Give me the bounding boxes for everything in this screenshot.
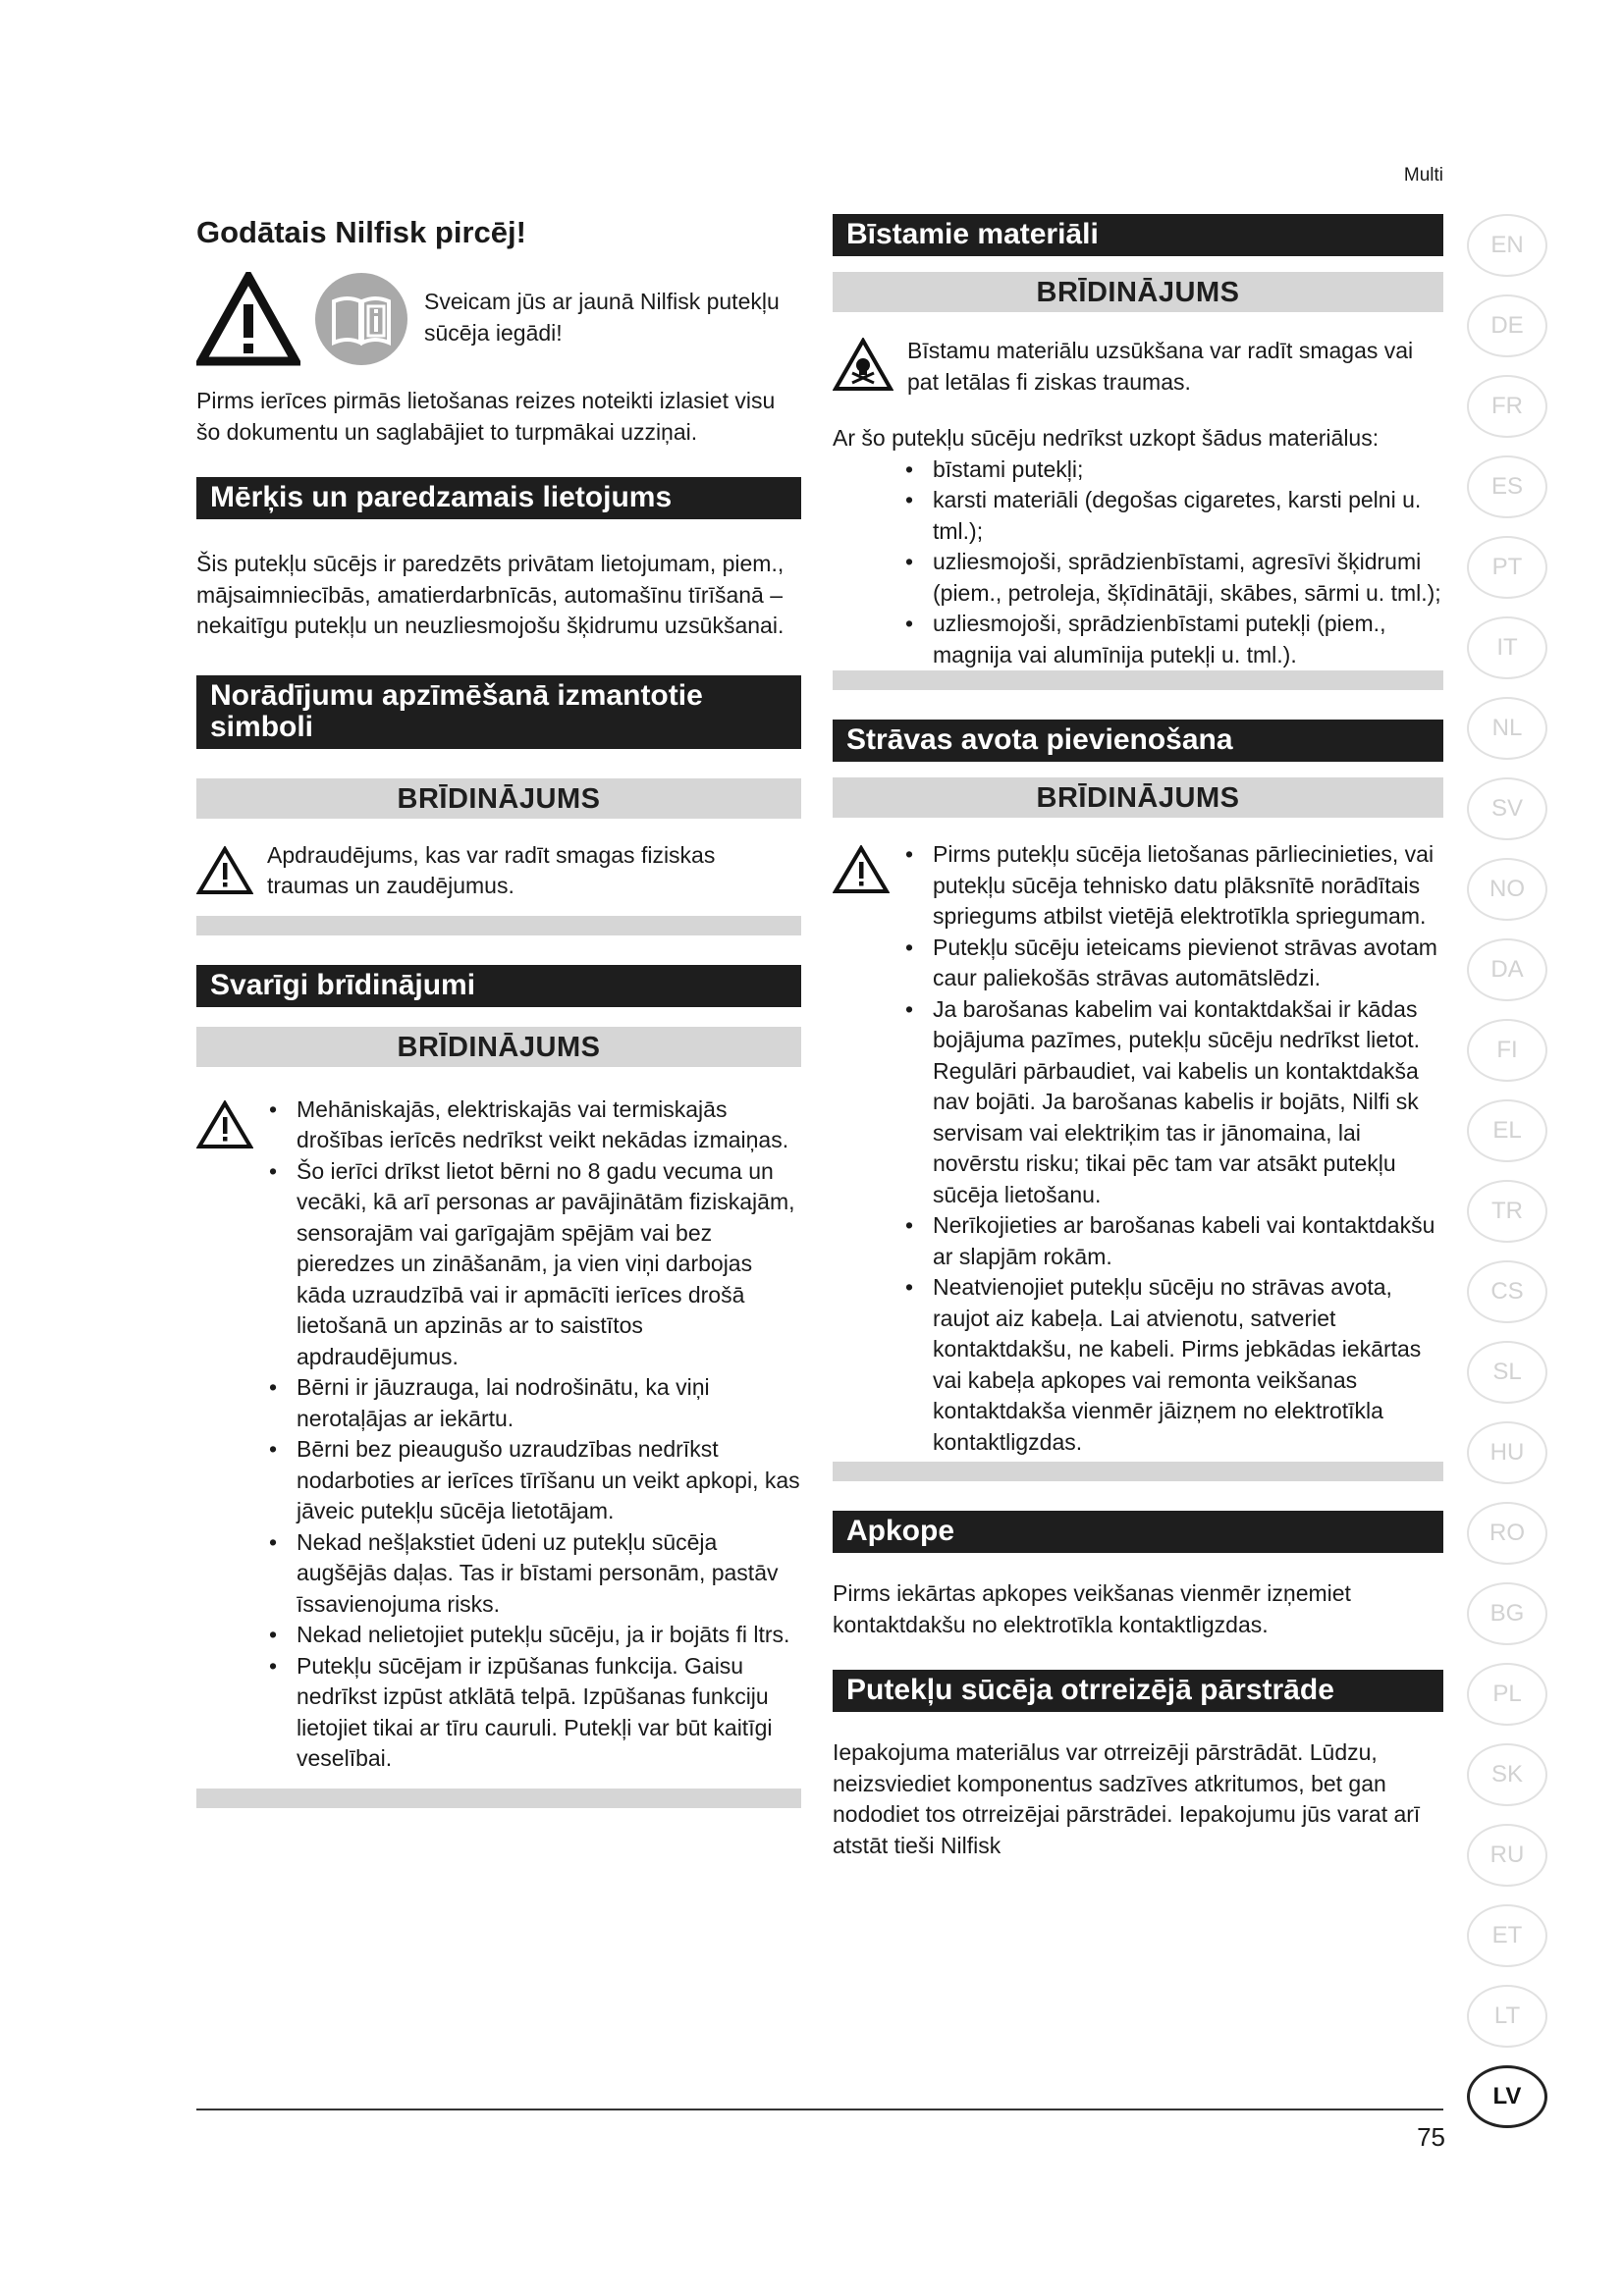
language-tabs xyxy=(1467,214,1551,2146)
language-tab-bg[interactable]: BG xyxy=(1467,1582,1547,1645)
language-tab-en[interactable]: EN xyxy=(1467,214,1547,277)
power-warning-bar: BRĪDINĀJUMS xyxy=(833,777,1443,818)
list-item: • uzliesmojoši, sprādzienbīstami, agresīvi šķidrumi (piem., petroleja, šķīdinātāji, skābes, sārmi u. tml.); xyxy=(895,547,1443,609)
maintenance-heading: Apkope xyxy=(833,1511,1443,1553)
separator xyxy=(833,670,1443,690)
purpose-text: Šis putekļu sūcējs ir paredzēts privātam lietojumam, piem., mājsaimniecībās, amatierdarbnīcās, automašīnu tīrīšanā – nekaitīgu putekļu un neuzliesmojošu šķidrumu uzsūkšanai. xyxy=(196,551,785,639)
left-column xyxy=(196,214,801,1808)
language-tab-pl[interactable]: PL xyxy=(1467,1663,1547,1726)
hazardous-list xyxy=(895,454,1443,671)
list-item: • bīstami putekļi; xyxy=(895,454,1443,486)
language-tab-nl[interactable]: NL xyxy=(1467,697,1547,760)
warning-triangle-icon xyxy=(196,1100,253,1149)
maintenance-text: Pirms iekārtas apkopes veikšanas vienmēr izņemiet kontaktdakšu no elektrotīkla kontaktligzdas. xyxy=(833,1580,1351,1637)
list-item: • Pirms putekļu sūcēja lietošanas pārliecinieties, vai putekļu sūcēja tehnisko datu plāksnītē norādītais spriegums atbilst vietējā elektrotīkla spriegumam. xyxy=(895,839,1443,933)
list-item: • Šo ierīci drīkst lietot bērni no 8 gadu vecuma un vecāki, kā arī personas ar pavājinātām fiziskajām, sensorajām vai garīgajām spējām vai bez pieredzes un zināšanām, ja vien viņi darbojas kāda uzraudzībā vai ir apmācīti ierīces drošā lietošanā un apzinās ar to saistītos apdraudējumus. xyxy=(259,1156,801,1373)
hazardous-warning-row xyxy=(833,336,1443,398)
page-number: 75 xyxy=(1417,2122,1445,2152)
language-tab-da[interactable]: DA xyxy=(1467,938,1547,1001)
language-tab-lv[interactable]: LV xyxy=(1467,2065,1547,2128)
power-heading: Strāvas avota pievienošana xyxy=(833,720,1443,762)
list-item: • Bērni ir jāuzrauga, lai nodrošinātu, ka viņi nerotaļājas ar iekārtu. xyxy=(259,1372,801,1434)
language-tab-no[interactable]: NO xyxy=(1467,858,1547,921)
language-tab-lt[interactable]: LT xyxy=(1467,1985,1547,2048)
list-item: • Nerīkojieties ar barošanas kabeli vai kontaktdakšu ar slapjām rokām. xyxy=(895,1210,1443,1272)
separator xyxy=(196,916,801,935)
list-item: • uzliesmojoši, sprādzienbīstami putekļi (piem., magnija vai alumīnija putekļi u. tml.). xyxy=(895,609,1443,670)
header-label: Multi xyxy=(1403,165,1443,186)
intro-instructions: Pirms ierīces pirmās lietošanas reizes noteikti izlasiet visu šo dokumentu un saglabājiet to turpmākai uzziņai. xyxy=(196,388,776,445)
symbols-warning-text: Apdraudējums, kas var radīt smagas fiziskas traumas un zaudējumus. xyxy=(267,841,716,899)
list-item: • Putekļu sūcēju ieteicams pievienot strāvas avotam caur paliekošās strāvas automātslēdzi. xyxy=(895,933,1443,994)
language-tab-fr[interactable]: FR xyxy=(1467,375,1547,438)
hazardous-warning-bar: BRĪDINĀJUMS xyxy=(833,272,1443,312)
page-title: Godātais Nilfisk pircēj! xyxy=(196,215,526,249)
list-item: • Neatvienojiet putekļu sūcēju no strāvas avota, raujot aiz kabeļa. Lai atvienotu, satveriet kontaktdakšu, ne kabeli. Pirms jebkādas iekārtas vai kabeļa apkopes vai remonta veikšanas kontaktdakša vienmēr jāizņem no elektrotīkla kontaktligzdas. xyxy=(895,1272,1443,1458)
hazardous-warning-text: Bīstamu materiālu uzsūkšana var radīt smagas vai pat letālas fi ziskas traumas. xyxy=(907,338,1414,395)
language-tab-et[interactable]: ET xyxy=(1467,1904,1547,1967)
list-item: • Bērni bez pieaugušo uzraudzības nedrīkst nodarboties ar ierīces tīrīšanu un veikt apkopi, kas jāveic putekļu sūcēja lietotājam. xyxy=(259,1434,801,1527)
separator xyxy=(196,1789,801,1808)
recycling-text: Iepakojuma materiālus var otrreizēji pārstrādāt. Lūdzu, neizsviediet komponentus sadzīves atkritumos, bet gan nododiet tos otrreizējai pārstrādei. Iepakojumu jūs varat arī atstāt tieši Nilfisk xyxy=(833,1739,1421,1858)
important-heading: Svarīgi brīdinājumi xyxy=(196,965,801,1007)
welcome-block xyxy=(196,272,801,368)
language-tab-ru[interactable]: RU xyxy=(1467,1824,1547,1887)
purpose-heading: Mērķis un paredzamais lietojums xyxy=(196,477,801,519)
language-tab-de[interactable]: DE xyxy=(1467,294,1547,357)
symbols-warning-row xyxy=(196,840,801,902)
warning-triangle-icon xyxy=(833,845,890,894)
welcome-text: Sveicam jūs ar jaunā Nilfisk putekļu sūcēja iegādi! xyxy=(424,289,780,347)
language-tab-hu[interactable]: HU xyxy=(1467,1421,1547,1484)
read-manual-icon xyxy=(314,272,408,366)
language-tab-cs[interactable]: CS xyxy=(1467,1260,1547,1323)
footer-divider xyxy=(196,2109,1443,2110)
list-item: • Mehāniskajās, elektriskajās vai termiskajās drošības ierīcēs nedrīkst veikt nekādas izmaiņas. xyxy=(259,1095,801,1156)
list-item: • Nekad nelietojiet putekļu sūcēju, ja ir bojāts fi ltrs. xyxy=(259,1620,801,1651)
language-tab-tr[interactable]: TR xyxy=(1467,1180,1547,1243)
language-tab-ro[interactable]: RO xyxy=(1467,1502,1547,1565)
language-tab-es[interactable]: ES xyxy=(1467,455,1547,518)
important-list xyxy=(259,1095,801,1775)
recycling-heading: Putekļu sūcēja otrreizējā pārstrāde xyxy=(833,1670,1443,1712)
warning-icon xyxy=(196,272,300,366)
right-column xyxy=(833,214,1443,1861)
important-warning-row xyxy=(196,1095,801,1775)
language-tab-sv[interactable]: SV xyxy=(1467,777,1547,840)
language-tab-it[interactable]: IT xyxy=(1467,616,1547,679)
language-tab-sk[interactable]: SK xyxy=(1467,1743,1547,1806)
list-item: • Putekļu sūcējam ir izpūšanas funkcija. Gaisu nedrīkst izpūst atklātā telpā. Izpūšanas funkciju lietojiet tikai ar tīru cauruli. Putekļi var būt kaitīgi veselībai. xyxy=(259,1651,801,1775)
hazardous-intro: Ar šo putekļu sūcēju nedrīkst uzkopt šādus materiālus: xyxy=(833,425,1380,451)
separator xyxy=(833,1462,1443,1481)
hazardous-heading: Bīstamie materiāli xyxy=(833,214,1443,256)
language-tab-pt[interactable]: PT xyxy=(1467,536,1547,599)
language-tab-el[interactable]: EL xyxy=(1467,1099,1547,1162)
power-warning-row xyxy=(833,839,1443,1458)
symbols-heading: Norādījumu apzīmēšanā izmantotie simboli xyxy=(196,675,801,749)
list-item: • Ja barošanas kabelim vai kontaktdakšai ir kādas bojājuma pazīmes, putekļu sūcēju nedrīkst lietot. Regulāri pārbaudiet, vai kabelis un kontaktdakša nav bojāti. Ja barošanas kabelis ir bojāts, Nilfi sk servisam vai elektriķim tas ir jānomaina, lai novērstu risku; tikai pēc tam var atsākt putekļu sūcēja lietošanu. xyxy=(895,994,1443,1211)
list-item: • karsti materiāli (degošas cigaretes, karsti pelni u. tml.); xyxy=(895,485,1443,547)
important-warning-bar: BRĪDINĀJUMS xyxy=(196,1027,801,1067)
language-tab-sl[interactable]: SL xyxy=(1467,1341,1547,1404)
warning-triangle-icon xyxy=(196,846,253,895)
toxic-warning-icon xyxy=(833,338,893,393)
symbols-warning-bar: BRĪDINĀJUMS xyxy=(196,778,801,819)
language-tab-fi[interactable]: FI xyxy=(1467,1019,1547,1082)
power-list xyxy=(895,839,1443,1458)
list-item: • Nekad nešļakstiet ūdeni uz putekļu sūcēja augšējās daļas. Tas ir bīstami personām, pastāv īssavienojuma risks. xyxy=(259,1527,801,1621)
